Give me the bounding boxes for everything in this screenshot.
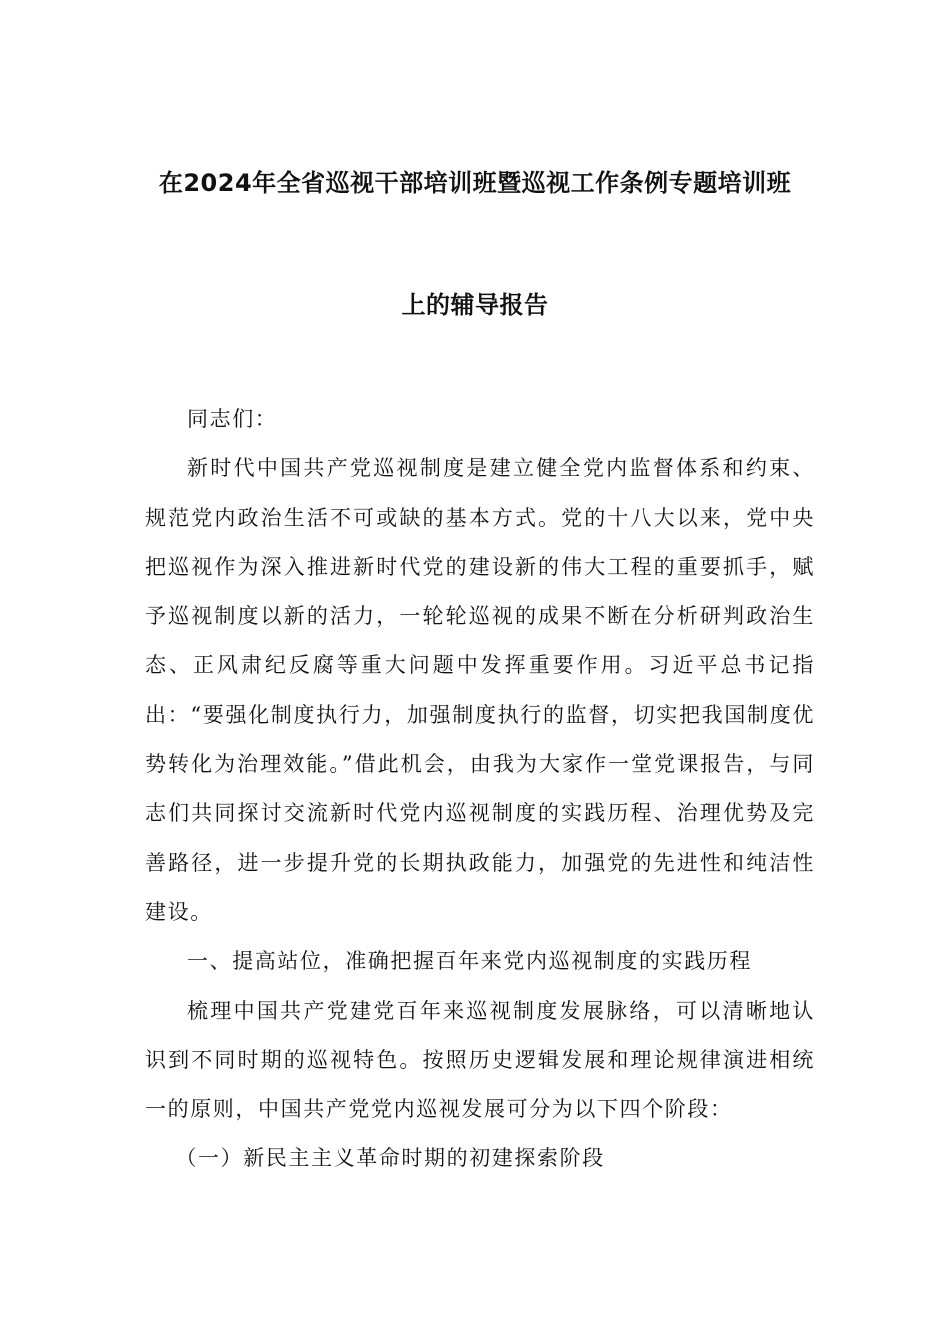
- section-heading-1: 一、提高站位，准确把握百年来党内巡视制度的实践历程: [187, 949, 752, 974]
- document-title-line-2: 上的辅导报告: [401, 291, 549, 319]
- document-title-line-1: 在2024年全省巡视干部培训班暨巡视工作条例专题培训班: [158, 169, 792, 197]
- subsection-heading-1: （一）新民主主义革命时期的初建探索阶段: [175, 1146, 605, 1171]
- document-body: [145, 395, 815, 1184]
- salutation: 同志们：: [187, 407, 278, 431]
- paragraph-section-1: 梳理中国共产党建党百年来巡视制度发展脉络，可以清晰地认识到不同时期的巡视特色。按照历史逻辑发展和理论规律演进相统一的原则，中国共产党党内巡视发展可分为以下四个阶段：: [145, 998, 815, 1122]
- paragraph-intro: 新时代中国共产党巡视制度是建立健全党内监督体系和约束、规范党内政治生活不可或缺的基本方式。党的十八大以来，党中央把巡视作为深入推进新时代党的建设新的伟大工程的重要抓手，赋予巡视制度以新的活力，一轮轮巡视的成果不断在分析研判政治生态、正风肃纪反腐等重大问题中发挥重要作用。习近平总书记指出：“要强化制度执行力，加强制度执行的监督，切实把我国制度优势转化为治理效能。”借此机会，由我为大家作一堂党课报告，与同志们共同探讨交流新时代党内巡视制度的实践历程、治理优势及完善路径，进一步提升党的长期执政能力，加强党的先进性和纯洁性建设。: [145, 456, 815, 924]
